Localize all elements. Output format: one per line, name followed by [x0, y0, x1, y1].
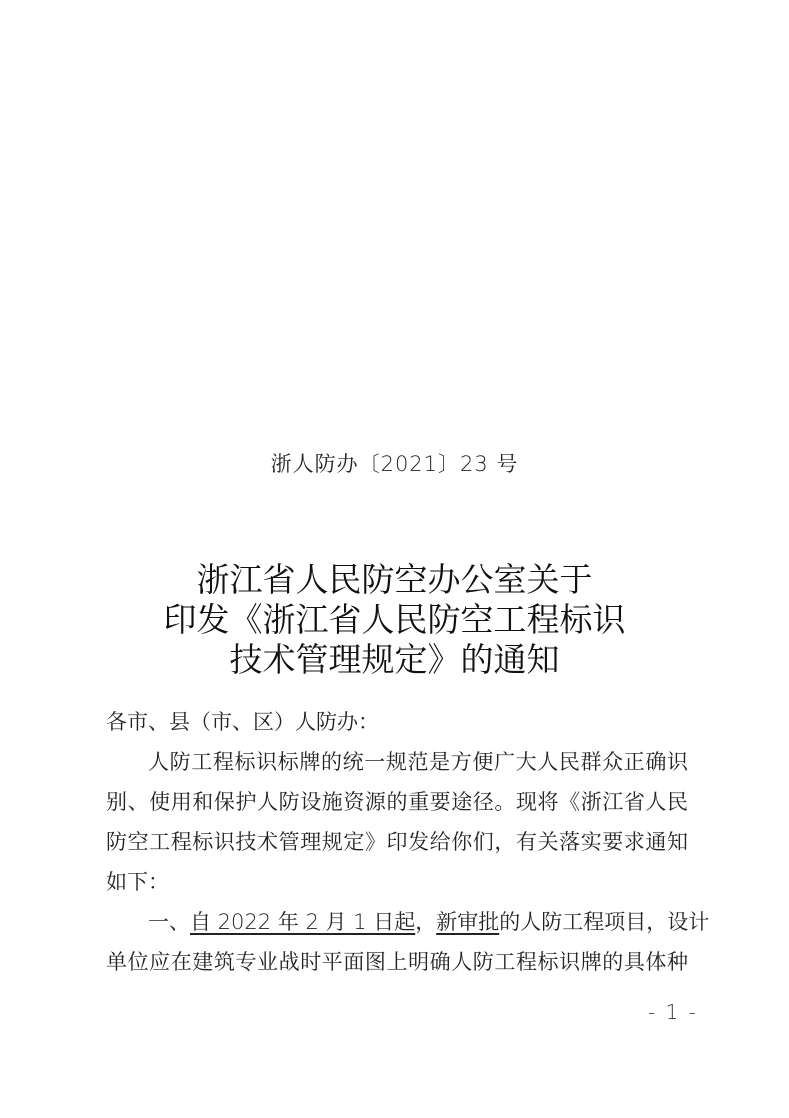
paragraph-line: 人防工程标识标牌的统一规范是方便广大人民群众正确识: [148, 750, 688, 774]
item-prefix: 一、: [148, 910, 190, 934]
item-1-line: [106, 902, 710, 942]
document-body: [106, 702, 710, 982]
doc-number: 浙人防办〔2021〕23 号: [270, 452, 519, 476]
paragraph-line: 单位应在建筑专业战时平面图上明确人防工程标识牌的具体种: [106, 950, 688, 974]
salutation: 各市、县（市、区）人防办：: [106, 710, 379, 734]
title-line: 浙江省人民防空办公室关于: [196, 560, 593, 599]
effective-date: 自 2022 年 2 月 1 日起: [190, 910, 416, 934]
page-number: - 1 -: [648, 1000, 698, 1024]
paragraph-line: 别、使用和保护人防设施资源的重要途径。现将《浙江省人民: [106, 790, 688, 814]
item-text: 的人防工程项目，设计: [499, 910, 710, 934]
scope-term: 新审批: [436, 910, 500, 934]
document-title: [0, 560, 789, 680]
separator: ，: [415, 910, 437, 934]
title-line: 印发《浙江省人民防空工程标识: [163, 600, 626, 639]
paragraph-line: 防空工程标识技术管理规定》印发给你们，有关落实要求通知: [106, 830, 688, 854]
title-line: 技术管理规定》的通知: [229, 640, 560, 679]
paragraph-line: 如下：: [106, 870, 169, 894]
